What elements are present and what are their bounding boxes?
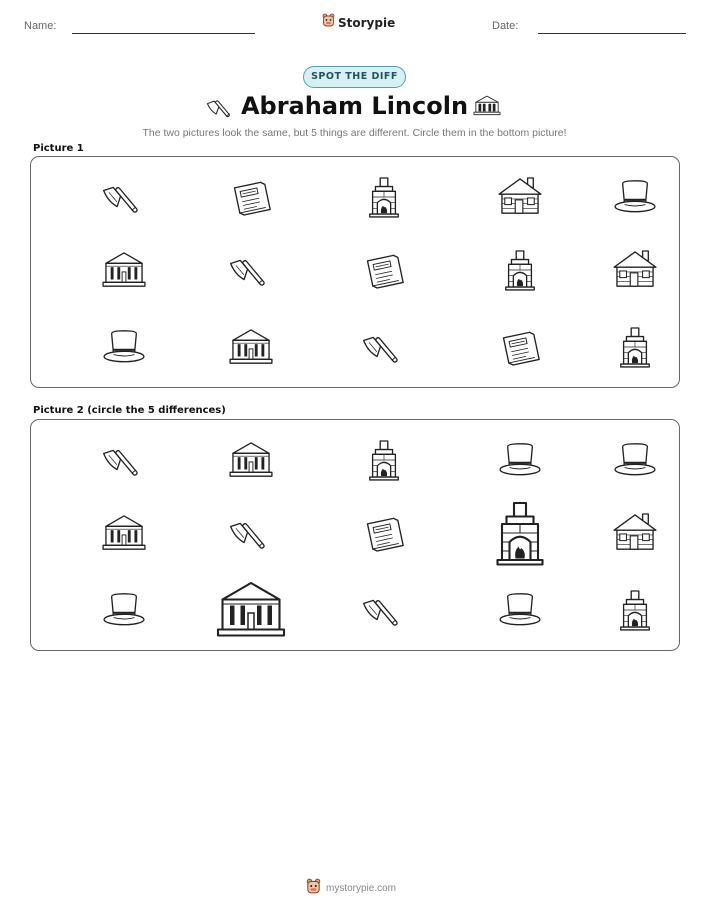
footer [306,878,396,899]
spot-the-diff-badge: SPOT THE DIFF [303,66,406,88]
name-label: Name: [24,20,57,32]
storypie-logo-icon [322,13,335,32]
brand-name: Storypie [338,15,396,30]
picture-2-label: Picture 2 (circle the 5 differences) [33,405,226,416]
picture-1-label: Picture 1 [33,143,84,154]
picture-1-panel[interactable] [30,156,680,388]
page-title: Abraham Lincoln [240,92,469,120]
picture-2-panel[interactable] [30,419,680,651]
date-line[interactable] [538,33,686,34]
date-label: Date: [492,20,519,32]
footer-url: mystorypie.com [326,883,397,894]
instructions: The two pictures look the same, but 5 things are different. Circle them in the bottom picture! [142,127,567,139]
storypie-logo-icon [306,878,321,899]
government-building-icon [473,94,501,123]
name-line[interactable] [72,33,255,34]
brand [322,13,395,32]
